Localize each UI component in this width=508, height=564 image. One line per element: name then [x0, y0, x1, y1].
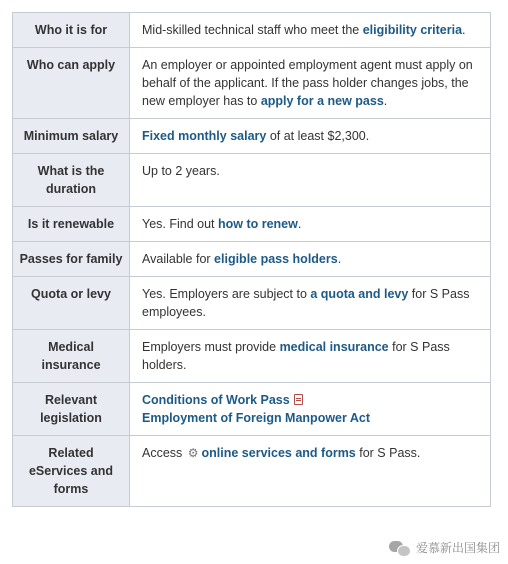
value-text: .: [337, 252, 342, 266]
table-row: [13, 383, 490, 436]
medical-insurance-link[interactable]: medical insurance: [279, 340, 389, 354]
table-row: [13, 242, 490, 277]
how-to-renew-link[interactable]: how to renew: [217, 217, 298, 231]
value-text: for S Pass holders.: [142, 340, 450, 372]
table-row: [13, 436, 490, 506]
wechat-icon: [389, 541, 411, 555]
s-pass-info-table: [12, 12, 491, 507]
value-text: .: [383, 94, 388, 108]
fixed-monthly-salary-link[interactable]: Fixed monthly salary: [142, 129, 267, 143]
value-text: for S Pass.: [355, 446, 421, 460]
value-text: Yes. Find out: [142, 217, 218, 231]
table-row: [13, 154, 490, 207]
table-row: [13, 13, 490, 48]
row-value: [130, 436, 490, 506]
row-value: [130, 13, 490, 47]
row-value: [130, 330, 490, 382]
row-value: [130, 207, 490, 241]
row-value: [130, 242, 490, 276]
watermark: [389, 539, 500, 556]
eligibility-criteria-link[interactable]: eligibility criteria: [362, 23, 463, 37]
apply-for-a-new-pass-link[interactable]: apply for a new pass: [260, 94, 384, 108]
row-label: Who it is for: [13, 13, 130, 47]
row-label: Related eServices and forms: [13, 436, 130, 506]
row-value: [130, 383, 490, 435]
table-row: [13, 330, 490, 383]
value-text: Available for: [142, 252, 215, 266]
row-label: Passes for family: [13, 242, 130, 276]
value-text: Employers must provide: [142, 340, 280, 354]
value-text: An employer or appointed employment agent must apply on behalf of the applicant. If the pass holder changes jobs, the new employer has to: [142, 58, 473, 108]
row-value: [130, 48, 490, 118]
value-text: Up to 2 years.: [142, 164, 220, 178]
value-text: for S Pass employees.: [142, 287, 470, 319]
row-label: What is the duration: [13, 154, 130, 206]
table-row: [13, 207, 490, 242]
gear-icon: ⚙: [187, 446, 199, 460]
row-label: Medical insurance: [13, 330, 130, 382]
row-label: Quota or levy: [13, 277, 130, 329]
value-text: of at least $2,300.: [266, 129, 370, 143]
eligible-pass-holders-link[interactable]: eligible pass holders: [214, 252, 338, 266]
online-services-and-forms-link[interactable]: online services and forms: [201, 446, 356, 460]
table-row: [13, 277, 490, 330]
row-label: Minimum salary: [13, 119, 130, 153]
row-value: [130, 277, 490, 329]
row-label: Relevant legislation: [13, 383, 130, 435]
value-text: .: [462, 23, 466, 37]
value-text: Yes. Employers are subject to: [142, 287, 311, 301]
pdf-icon: [294, 394, 303, 405]
row-value: [130, 119, 490, 153]
value-text: .: [297, 217, 302, 231]
conditions-of-work-pass-link[interactable]: Conditions of Work Pass: [142, 393, 290, 407]
row-label: Is it renewable: [13, 207, 130, 241]
table-row: [13, 119, 490, 154]
table-row: [13, 48, 490, 119]
employment-of-foreign-manpower-act-link[interactable]: Employment of Foreign Manpower Act: [142, 411, 371, 425]
a-quota-and-levy-link[interactable]: a quota and levy: [310, 287, 409, 301]
watermark-text: 爱慕新出国集团: [415, 541, 500, 555]
value-text: Mid-skilled technical staff who meet the: [142, 23, 363, 37]
row-value: [130, 154, 490, 206]
row-label: Who can apply: [13, 48, 130, 118]
value-text: Access: [142, 446, 186, 460]
